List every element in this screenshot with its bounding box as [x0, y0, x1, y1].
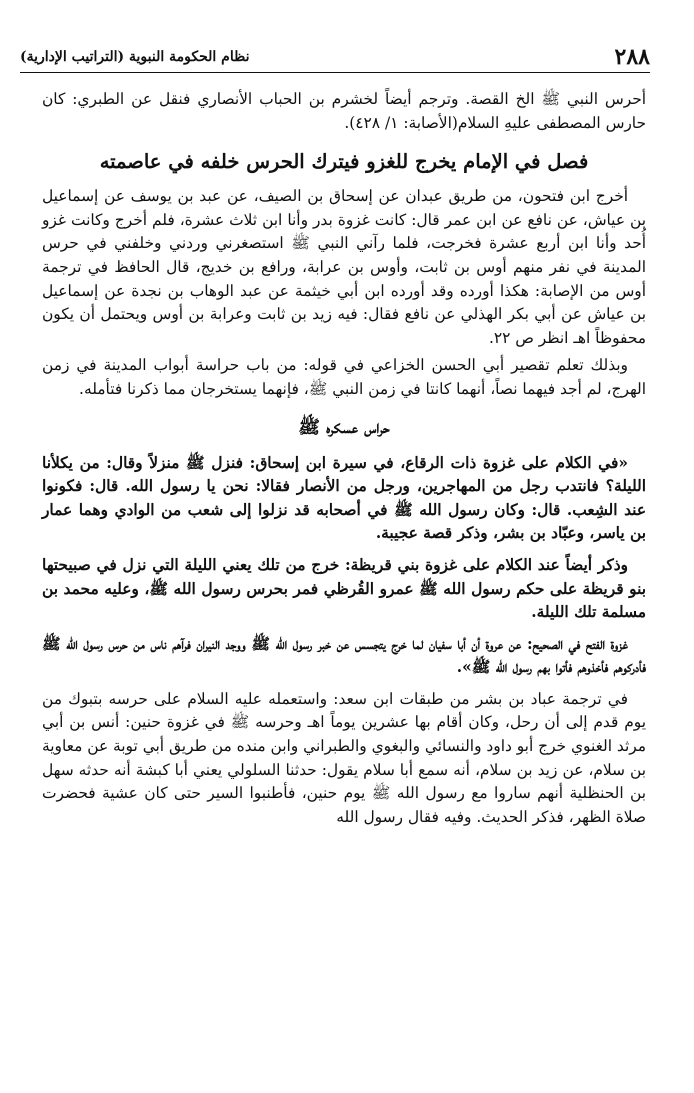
page-header — [20, 40, 650, 73]
running-title: نظام الحكومة النبوية (التراتيب الإدارية) — [20, 49, 250, 65]
paragraph-5: وذكر أيضاً عند الكلام على غزوة بني قريظة: خرج من تلك يعني الليلة التي نزل في صبيحتها بنو قريظة على حكم رسول الله ﷺ عمرو القُرظي فمر بحرس رسول الله ﷺ، وعليه محمد بن مسلمة تلك الليلة. — [42, 555, 646, 622]
page-body — [42, 88, 646, 1075]
paragraph-1: أحرس النبي ﷺ الخ القصة. وترجم أيضاً لخشرم بن الحباب الأنصاري فنقل عن الطبري: كان حارس المصطفى عليهِ السلام(الأصابة: ١/ ٤٢٨). — [42, 90, 646, 132]
paragraph-4: «في الكلام على غزوة ذات الرقاع، في سيرة ابن إسحاق: فنزل ﷺ منزلاً وقال: من يكلأنا الليلة؟ فانتدب رجل من المهاجرين، ورجل من الأنصار فقالا: نحن يا رسول الله. قال: فكونوا عند الشِعب. قال: وكان رسول الله ﷺ في أصحابه قد نزلوا إلى شعب من الوادي وهما عمار بن ياسر، وعبّاد بن بشر، وذكر قصة عجيبة. — [42, 453, 646, 543]
section-heading-2: حراس عسكره ﷺ — [298, 416, 390, 438]
paragraph-6: غزوة الفتح في الصحيح: عن عروة أن أبا سفيان لما خرج يتجسس عن خبر رسول الله ﷺ ووجد النيران فرآهم ناس من حرس رسول الله ﷺ فأدركوهم فأخذوهم فأتوا بهم رسول الله ﷺ». — [42, 634, 646, 677]
page-number: ٢٨٨ — [614, 44, 650, 70]
paragraph-2: أخرج ابن فتحون، من طريق عبدان عن إسحاق بن الصيف، عن عبد بن يوسف عن إسماعيل بن عياش، عن نافع عن ابن عمر قال: كانت غزوة بدر وأنا ابن ثلاث عشرة، فلم أخرج وكانت غزو أُحد وأنا ابن أربع عشرة فخرجت، فلما رآني النبي ﷺ استصغرني وردني وخلفني في حرس المدينة في نفر منهم أوس بن ثابت، وأوس بن عرابة، ورافع بن خديج، قال الحافظ في ترجمة أوس من الإصابة: هكذا أورده وقد أورده ابن أبي خيثمة عن عبد الوهاب بن نجدة عن إسماعيل بن عياش عن أبي بكر الهذلي عن نافع فقال: فيه زيد بن ثابت وعرابة بن أوس ويحتمل أن يكون محفوظاً اهـ انظر ص ٢٢. — [42, 187, 646, 347]
paragraph-7: في ترجمة عباد بن بشر من طبقات ابن سعد: واستعمله عليه السلام على حرسه بتبوك من يوم قدم إلى أن رحل، وكان أقام بها عشرين يوماً اهـ وحرسه ﷺ في غزوة حنين: أنس بن أبي مرثد الغنوي خرج أبو داود والنسائي والبغوي والطبراني وابن منده من طريق أبي توبة عن معاوية بن سلام، عن زيد بن سلام، أنه سمع أبا سلام يقول: حدثنا السلولي يعني أبا كبشة أنه حدثه سهل بن الحنظلية أنهم ساروا مع رسول الله ﷺ يوم حنين، فأطنبوا السير حتى كان عشية فحضرت صلاة الظهر، فذكر الحديث. وفيه فقال رسول الله — [42, 689, 646, 826]
section-heading-1: فصل في الإمام يخرج للغزو فيترك الحرس خلفه في عاصمته — [99, 150, 589, 174]
paragraph-3: وبذلك تعلم تقصير أبي الحسن الخزاعي في قوله: من باب حراسة أبواب المدينة في زمن الهرج، لم أجد فيهما نصاً، أنهما كانتا في زمن النبي ﷺ، فإنهما يستخرجان مما ذكرنا فتأمله. — [42, 356, 646, 398]
